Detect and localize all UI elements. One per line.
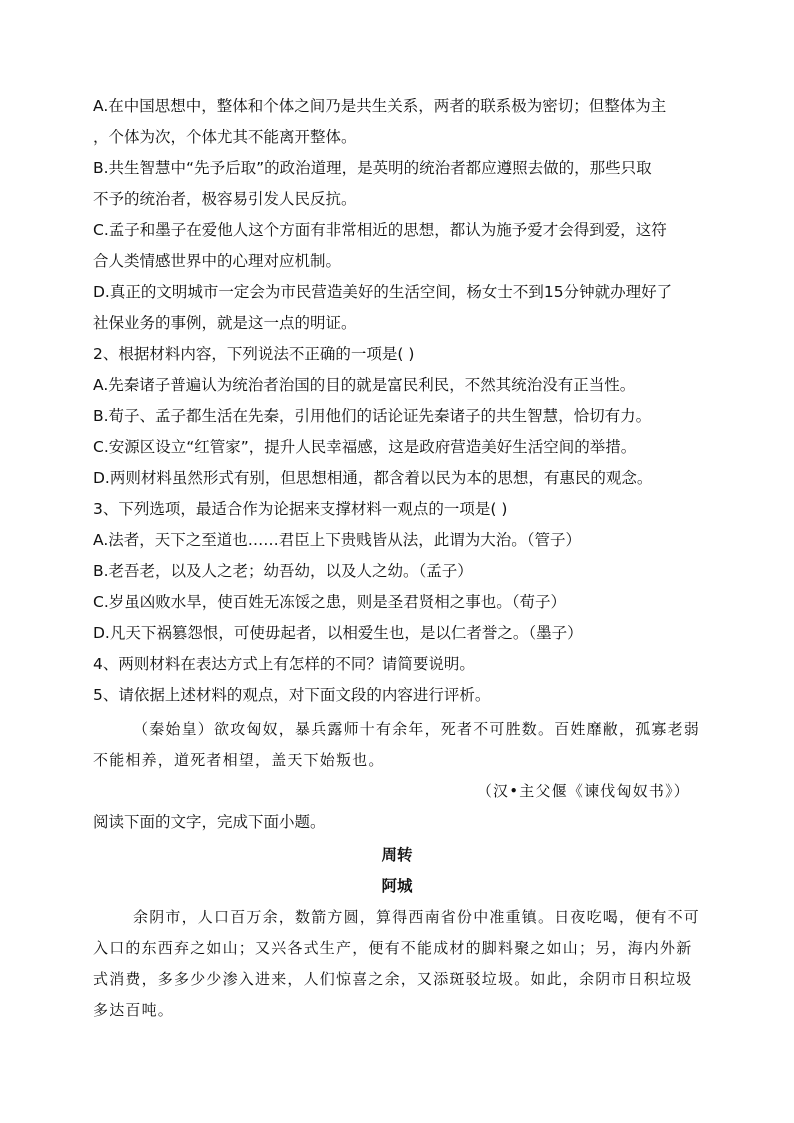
q3-stem: 3、下列选项，最适合作为论据来支撑材料一观点的一项是( ) — [93, 500, 508, 518]
q5-quote-source: （汉•主父偃《谏伐匈奴书》） — [476, 782, 690, 800]
q1-option-a-line2: ，个体为次，个体尤其不能离开整体。 — [93, 128, 357, 146]
reading-para-line4: 多达百吨。 — [93, 1001, 175, 1019]
q3-option-d: D.凡天下祸篡怨恨，可使毋起者，以相爱生也，是以仁者誉之。（墨子） — [93, 624, 583, 642]
q5-quote-line2: 不能相养，道死者相望，盖天下始叛也。 — [93, 751, 385, 769]
q3-option-b: B.老吾老，以及人之老；幼吾幼，以及人之幼。（孟子） — [93, 562, 473, 580]
q1-option-c-line1: C.孟子和墨子在爱他人这个方面有非常相近的思想，都认为施予爱才会得到爱，这符 — [93, 221, 667, 239]
q3-option-c: C.岁虽凶败水旱，使百姓无冻馁之患，则是圣君贤相之事也。（荀子） — [93, 593, 567, 611]
q4-stem: 4、两则材料在表达方式上有怎样的不同？请简要说明。 — [93, 655, 475, 673]
q5-stem: 5、请依据上述材料的观点，对下面文段的内容进行评析。 — [93, 686, 491, 704]
q1-option-c-line2: 合人类情感世界中的心理对应机制。 — [93, 252, 342, 270]
q2-option-a: A.先秦诸子普遍认为统治者治国的目的就是富民利民，不然其统治没有正当性。 — [93, 376, 636, 394]
q1-option-d-line1: D.真正的文明城市一定会为市民营造美好的生活空间，杨女士不到15分钟就办理好了 — [93, 283, 673, 301]
reading-instruction: 阅读下面的文字，完成下面小题。 — [93, 813, 326, 831]
reading-title: 周转 — [381, 846, 413, 864]
q2-option-b: B.荀子、孟子都生活在先秦，引用他们的话论证先秦诸子的共生智慧，恰切有力。 — [93, 407, 652, 425]
reading-para-line1: 余阴市，人口百万余，数箭方圆，算得西南省份中准重镇。日夜吃喝，便有不可 — [133, 908, 701, 926]
q2-option-d: D.两则材料虽然形式有别，但思想相通，都含着以民为本的思想，有惠民的观念。 — [93, 469, 653, 487]
q1-option-d-line2: 社保业务的事例，就是这一点的明证。 — [93, 314, 357, 332]
reading-author: 阿城 — [381, 877, 413, 895]
reading-para-line2: 入口的东西弃之如山；又兴各式生产，便有不能成材的脚料聚之如山；另，海内外新 — [93, 939, 693, 957]
q5-quote-line1: （秦始皇）欲攻匈奴，暴兵露师十有余年，死者不可胜数。百姓靡敝，孤寡老弱 — [133, 720, 701, 738]
q2-stem: 2、根据材料内容，下列说法不正确的一项是( ) — [93, 345, 415, 363]
q1-option-a-line1: A.在中国思想中，整体和个体之间乃是共生关系，两者的联系极为密切；但整体为主 — [93, 97, 667, 115]
q1-option-b-line1: B.共生智慧中“先予后取”的政治道理，是英明的统治者都应遵照去做的，那些只取 — [93, 159, 652, 177]
q3-option-a: A.法者，天下之至道也……君臣上下贵贱皆从法，此谓为大治。（管子） — [93, 531, 582, 549]
reading-para-line3: 式消费，多多少少渗入进来，人们惊喜之余，又添斑驳垃圾。如此，余阴市日积垃圾 — [93, 970, 693, 988]
q1-option-b-line2: 不予的统治者，极容易引发人民反抗。 — [93, 190, 357, 208]
q2-option-c: C.安源区设立“红管家”，提升人民幸福感，这是政府营造美好生活空间的举措。 — [93, 438, 637, 456]
